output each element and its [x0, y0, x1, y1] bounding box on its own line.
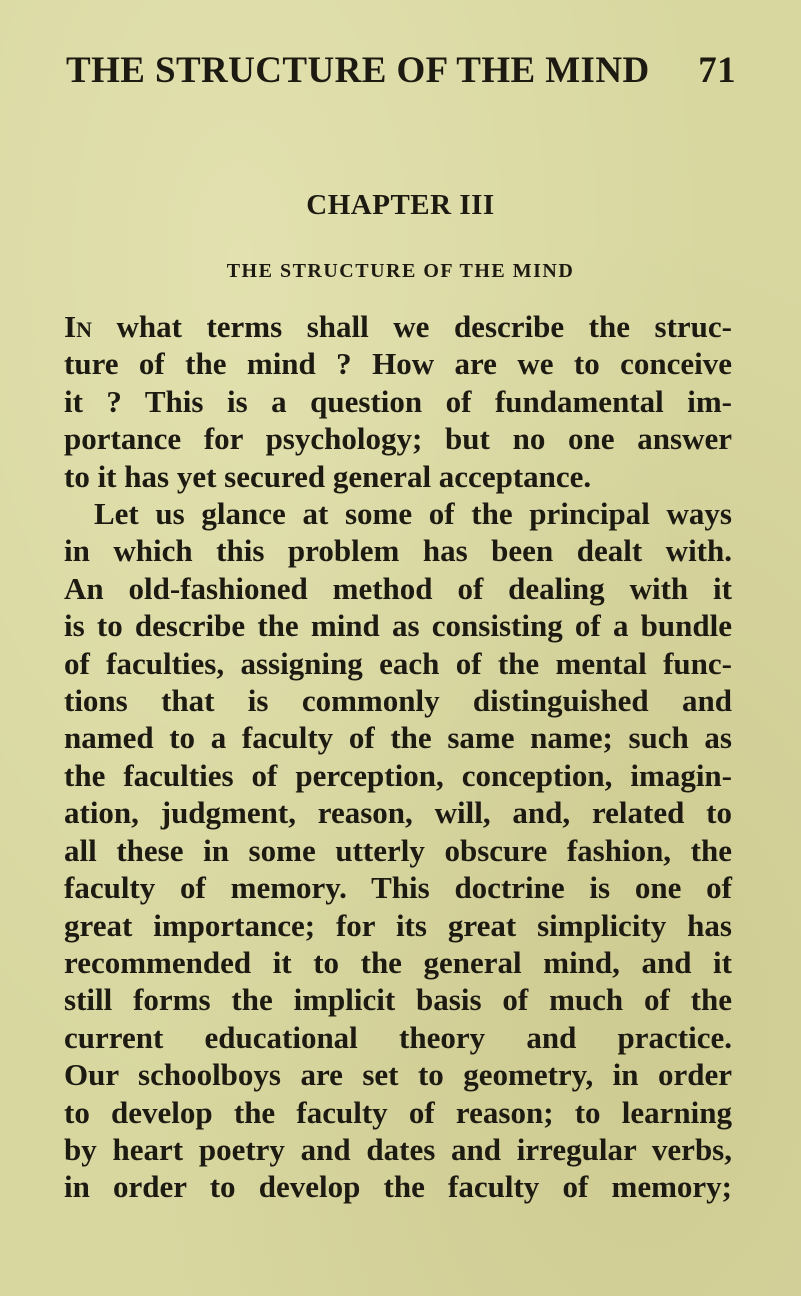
chapter-number: CHAPTER III: [306, 189, 495, 221]
text-line: to it has yet secured general acceptance.: [64, 458, 592, 494]
text-line: great importance; for its great simplicity has: [64, 907, 732, 943]
text-line: Let us glance at some of the principal ways: [94, 496, 732, 532]
chapter-title: THE STRUCTURE OF THE MIND: [226, 260, 575, 282]
page-number: 71: [698, 50, 736, 91]
text-line: ation, judgment, reason, will, and, related to: [64, 795, 732, 831]
text-line: the faculties of perception, conception, imagin-: [64, 757, 732, 793]
text-line-content: what terms shall we describe the struc-: [91, 309, 732, 344]
text-line: recommended it to the general mind, and it: [64, 944, 732, 980]
text-line: is to describe the mind as consisting of a bundle: [64, 608, 732, 644]
body-text: [64, 308, 732, 1206]
text-line: still forms the implicit basis of much of the: [64, 982, 732, 1018]
text-line: ture of the mind ? How are we to conceive: [64, 346, 732, 382]
text-line: An old-fashioned method of dealing with it: [64, 570, 732, 606]
text-line: Our schoolboys are set to geometry, in order: [64, 1057, 732, 1093]
text-line: faculty of memory. This doctrine is one of: [64, 870, 732, 906]
running-head: [66, 52, 736, 89]
opening-word: In: [64, 309, 92, 344]
text-line: to develop the faculty of reason; to learning: [64, 1094, 732, 1130]
text-line: all these in some utterly obscure fashion, the: [64, 832, 732, 868]
text-line: portance for psychology; but no one answer: [64, 421, 732, 457]
text-line: [64, 308, 732, 345]
text-line: by heart poetry and dates and irregular verbs,: [64, 1131, 732, 1167]
text-line: of faculties, assigning each of the mental func-: [64, 645, 732, 681]
text-line: it ? This is a question of fundamental im-: [64, 383, 732, 419]
text-line: tions that is commonly distinguished and: [64, 683, 732, 719]
text-line: current educational theory and practice.: [64, 1019, 732, 1055]
text-line: in order to develop the faculty of memory;: [64, 1169, 732, 1205]
running-head-title: THE STRUCTURE OF THE MIND: [66, 50, 650, 91]
text-line: in which this problem has been dealt with.: [64, 533, 732, 569]
text-line: named to a faculty of the same name; such as: [64, 720, 732, 756]
